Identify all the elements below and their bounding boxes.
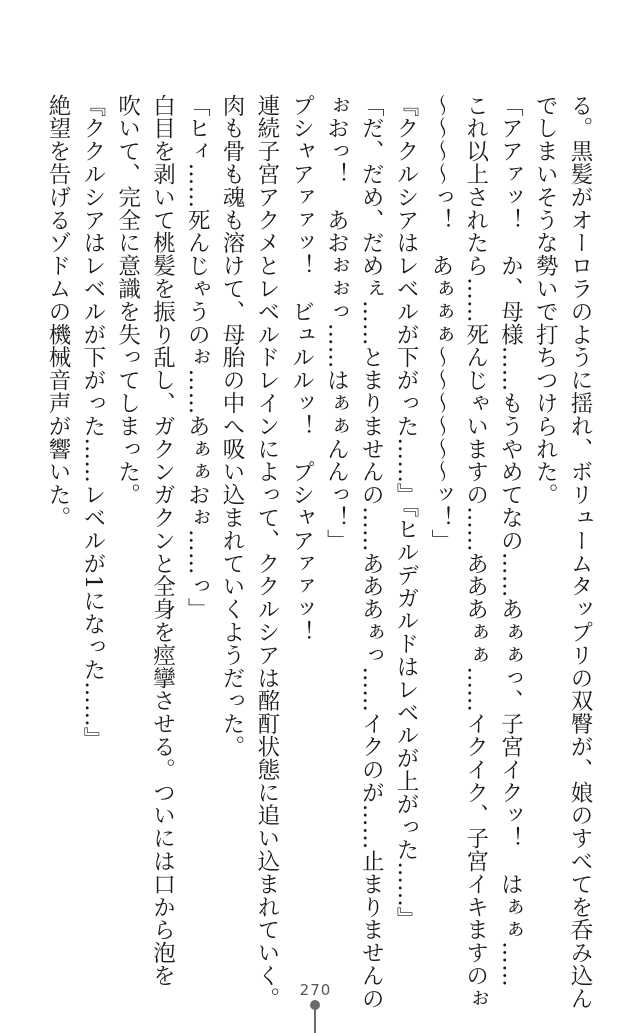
text-line: 「ヒィ……死んじゃうのぉ……あぁぁおぉ……っ」 — [184, 94, 211, 621]
text-line: 『ククルシアはレベルが下がった……』『ヒルデガルドはレベルが上がった……』 — [393, 94, 420, 931]
page-number: 270 — [299, 981, 332, 999]
text-line: プシャアァァッ！ ビュルルッ！ プシャアァァッ！ — [288, 94, 315, 644]
text-line: 吹いて、完全に意識を失ってしまった。 — [114, 94, 141, 507]
text-line: 肉も骨も魂も溶けて、母胎の中へ吸い込まれていくようだった。 — [219, 94, 246, 759]
text-line: 「アアァッ！ か、母様……もうやめてなの……あぁぁっ、子宮イクッ！ はぁぁ…… — [497, 94, 524, 988]
text-line: 白目を剥いて桃髪を振り乱し、ガクンガクンと全身を痙攣させる。ついには口から泡を — [149, 94, 176, 988]
text-line: 絶望を告げるゾドムの機械音声が響いた。 — [45, 94, 72, 530]
page-footer — [0, 980, 631, 999]
text-line: 『ククルシアはレベルが下がった……レベルが1になった……』 — [79, 94, 106, 750]
text-line: 連続子宮アクメとレベルドレインによって、ククルシアは酩酊状態に追い込まれていく。 — [253, 94, 280, 1010]
text-line: 〜〜〜〜っ！ あぁぁぁ〜〜〜〜〜〜ッ！」 — [427, 94, 454, 552]
text-line: 「だ、だめ、だめぇ……とまりませんの……あああぁっ……イクのが……止まりませんの — [358, 94, 385, 1010]
footer-ornament-stem — [314, 1009, 316, 1033]
text-line: でしまいそうな勢いで打ちつけられた。 — [532, 94, 559, 507]
text-line: る。黒髪がオーロラのように揺れ、ボリュームタップリの双臀が、娘のすべてを呑み込ん — [567, 94, 593, 1010]
text-line: ぉおっ！ あおぉぉっ……はぁぁんんっ！」 — [323, 94, 350, 552]
text-line: これ以上されたら……死んじゃいますの……あああぁぁ……イクイク、子宮イキますのぉ — [462, 94, 489, 1010]
